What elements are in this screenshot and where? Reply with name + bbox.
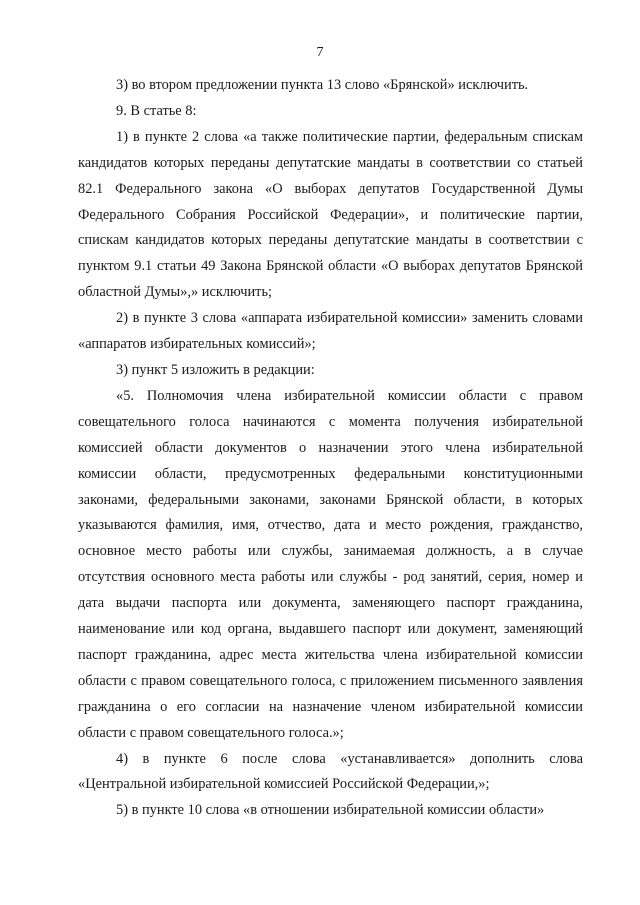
paragraph-article-8-item-4: 4) в пункте 6 после слова «устанавливается» дополнить слова «Центральной избирательной комиссией Российской Федерации,»;: [78, 750, 583, 793]
paragraph-article-8-item-2: 2) в пункте 3 слова «аппарата избирательной комиссии» заменить словами «аппаратов избирательных комиссий»;: [78, 310, 583, 353]
page-number: 7: [316, 45, 324, 60]
document-body: [78, 73, 583, 824]
paragraph-article-8-item-3: 3) пункт 5 изложить в редакции:: [116, 361, 315, 378]
paragraph-article-8-heading: 9. В статье 8:: [116, 102, 197, 119]
paragraph-article-8-item-5: 5) в пункте 10 слова «в отношении избирательной комиссии области»: [116, 802, 545, 819]
paragraph-article-8-item-1: 1) в пункте 2 слова «а также политические партии, федеральным спискам кандидатов которых переданы депутатские мандаты в соответствии со статьей 82.1 Федерального закона «О выборах депутатов Государственной Думы Федерального Собрания Российской Федерации», и политические партии, спискам кандидатов которых переданы депутатские мандаты в соответствии с пунктом 9.1 статьи 49 Закона Брянской области «О выборах депутатов Брянской областной Думы»,» исключить;: [78, 128, 583, 301]
paragraph-point-5-text: «5. Полномочия члена избирательной комиссии области с правом совещательного голоса начинаются с момента получения избирательной комиссией области документов о назначении этого члена избирательной комиссии области, предусмотренных федеральными конституционными законами, федеральными законами, законами Брянской области, в которых указываются фамилия, имя, отчество, дата и место рождения, гражданство, основное место работы или службы, занимаемая должность, а в случае отсутствия основного места работы или службы - род занятий, серия, номер и дата выдачи паспорта или документа, заменяющего паспорт гражданина, наименование или код органа, выдавшего паспорт или документ, заменяющий паспорт гражданина, адрес места жительства члена избирательной комиссии области с правом совещательного голоса, с приложением письменного заявления гражданина о его согласии на назначение членом избирательной комиссии области с правом совещательного голоса.»;: [78, 387, 583, 741]
paragraph-amendment-3: 3) во втором предложении пункта 13 слово «Брянской» исключить.: [116, 77, 529, 93]
